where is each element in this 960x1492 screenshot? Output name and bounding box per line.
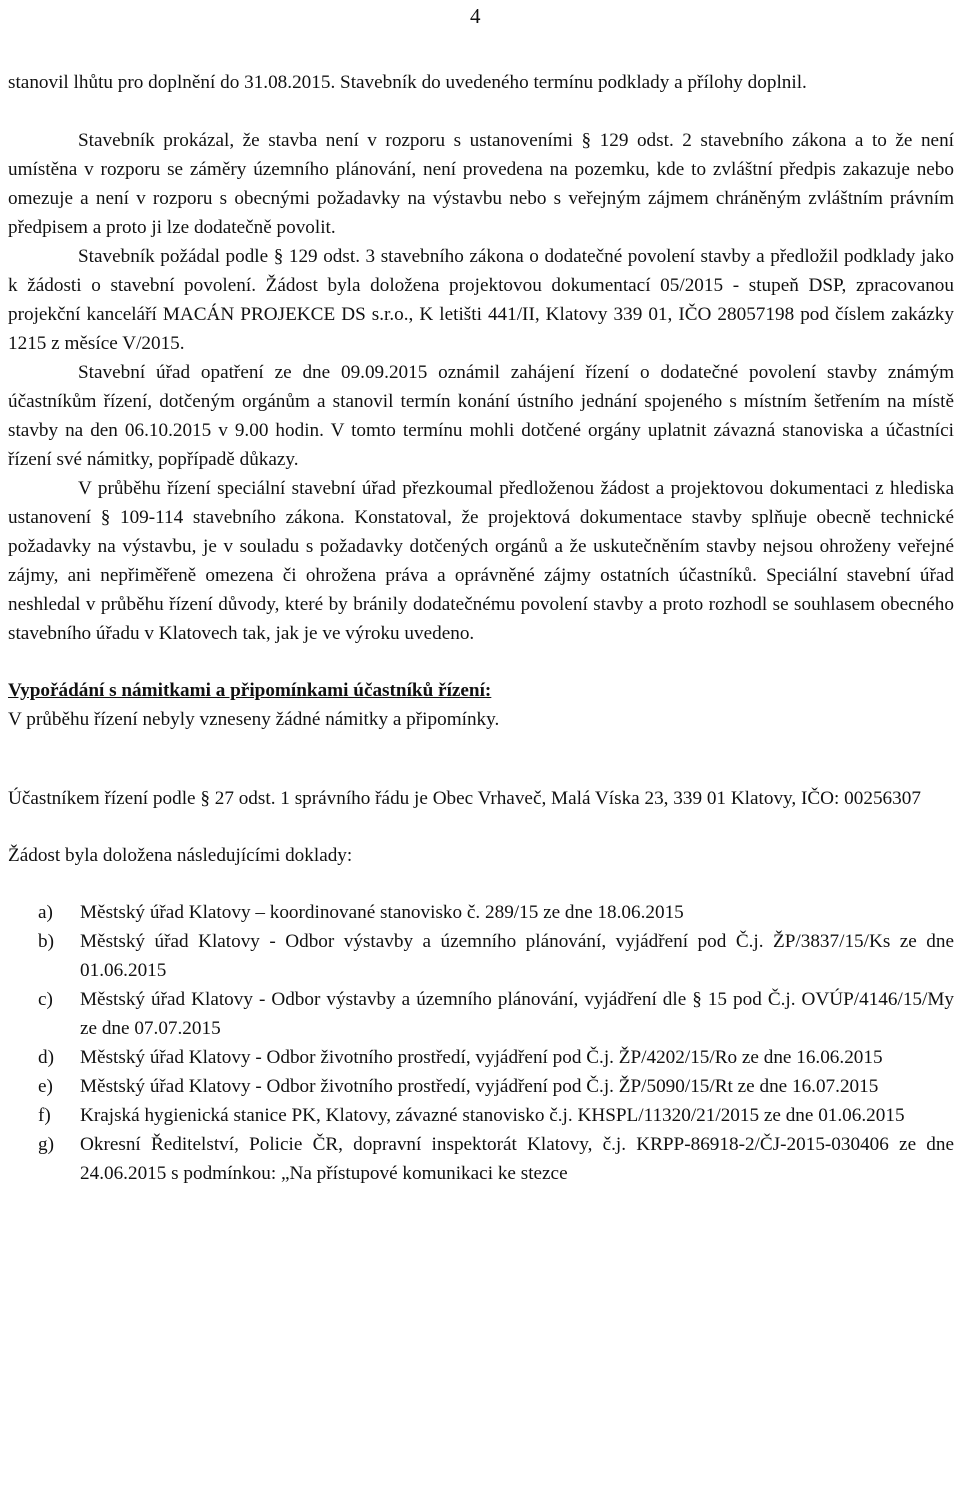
list-item — [8, 927, 954, 985]
list-marker: a) — [38, 902, 53, 923]
objections-text: V průběhu řízení nebyly vzneseny žádné námitky a připomínky. — [8, 709, 500, 730]
objections-heading: Vypořádání s námitkami a připomínkami účastníků řízení: — [8, 680, 492, 701]
list-item-text: Městský úřad Klatovy - Odbor výstavby a územního plánování, vyjádření pod Č.j. ŽP/3837/15/Ks ze dne 01.06.2015 — [80, 931, 954, 981]
list-marker: b) — [38, 931, 54, 952]
list-marker: c) — [38, 989, 53, 1010]
documents-list — [8, 898, 954, 1188]
paragraph-proceedings: Stavební úřad opatření ze dne 09.09.2015 oznámil zahájení řízení o dodatečné povolení stavby známým účastníkům řízení, dotčeným orgánům a stanovil termín konání ústního jednání spojeného s místním šetřením na místě stavby na den 06.10.2015 v 9.00 hodin. V tomto termínu mohli dotčené orgány uplatnit závazná stanoviska a účastníci řízení své námitky, popřípadě důkazy. — [8, 362, 954, 470]
list-item-text: Městský úřad Klatovy – koordinované stanovisko č. 289/15 ze dne 18.06.2015 — [80, 902, 684, 923]
list-item-text: Městský úřad Klatovy - Odbor životního prostředí, vyjádření pod Č.j. ŽP/4202/15/Ro ze dne 16.06.2015 — [80, 1047, 883, 1068]
participant-paragraph: Účastníkem řízení podle § 27 odst. 1 správního řádu je Obec Vrhaveč, Malá Víska 23, 339 01 Klatovy, IČO: 00256307 — [8, 788, 921, 809]
list-marker: d) — [38, 1047, 54, 1068]
list-item — [8, 1101, 954, 1130]
document-body — [8, 68, 954, 1188]
list-item-text: Městský úřad Klatovy - Odbor životního prostředí, vyjádření pod Č.j. ŽP/5090/15/Rt ze dne 16.07.2015 — [80, 1076, 879, 1097]
objections-section — [8, 676, 954, 734]
list-item-text: Okresní Ředitelství, Policie ČR, dopravní inspektorát Klatovy, č.j. KRPP-86918-2/ČJ-2015-030406 ze dne 24.06.2015 s podmínkou: „Na přístupové komunikaci ke stezce — [80, 1134, 954, 1184]
list-item — [8, 898, 954, 927]
list-item — [8, 1130, 954, 1188]
paragraph-review: V průběhu řízení speciální stavební úřad přezkoumal předloženou žádost a projektovou dokumentaci z hlediska ustanovení § 109-114 stavebního zákona. Konstatoval, že projektová dokumentace stavby splňuje obecně technické požadavky na výstavbu, je v souladu s požadavky dotčených orgánů a že uskutečněním stavby nejsou ohroženy veřejné zájmy, ani nepřiměřeně omezena či ohrožena práva a oprávněné zájmy ostatních účastníků. Speciální stavební úřad neshledal v průběhu řízení důvody, které by bránily dodatečnému povolení stavby a proto rozhodl se souhlasem obecného stavebního úřadu v Klatovech tak, jak je ve výroku uvedeno. — [8, 478, 954, 644]
paragraph-deadline: stanovil lhůtu pro doplnění do 31.08.2015. Stavebník do uvedeného termínu podklady a přílohy doplnil. — [8, 72, 807, 93]
list-marker: e) — [38, 1076, 53, 1097]
documents-intro: Žádost byla doložena následujícími doklady: — [8, 845, 353, 866]
list-marker: f) — [38, 1105, 51, 1126]
list-marker: g) — [38, 1134, 54, 1155]
list-item-text: Městský úřad Klatovy - Odbor výstavby a územního plánování, vyjádření dle § 15 pod Č.j. OVÚP/4146/15/My ze dne 07.07.2015 — [80, 989, 954, 1039]
paragraph-compliance: Stavebník prokázal, že stavba není v rozporu s ustanoveními § 129 odst. 2 stavebního zákona a to že není umístěna v rozporu se záměry územního plánování, není provedena na pozemku, kde to zvláštní předpis zakazuje nebo omezuje a není v rozporu s obecnými požadavky na výstavbu nebo s veřejným zájmem chráněným zvláštním právním předpisem a proto ji lze dodatečně povolit. — [8, 130, 954, 238]
list-item-text: Krajská hygienická stanice PK, Klatovy, závazné stanovisko č.j. KHSPL/11320/21/2015 ze dne 01.06.2015 — [80, 1105, 905, 1126]
list-item — [8, 1043, 954, 1072]
page-number: 4 — [470, 4, 481, 28]
paragraph-request: Stavebník požádal podle § 129 odst. 3 stavebního zákona o dodatečné povolení stavby a předložil podklady jako k žádosti o stavební povolení. Žádost byla doložena projektovou dokumentací 05/2015 - stupeň DSP, zpracovanou projekční kanceláří MACÁN PROJEKCE DS s.r.o., K letišti 441/II, Klatovy 339 01, IČO 28057198 pod číslem zakázky 1215 z měsíce V/2015. — [8, 246, 954, 354]
list-item — [8, 1072, 954, 1101]
list-item — [8, 985, 954, 1043]
